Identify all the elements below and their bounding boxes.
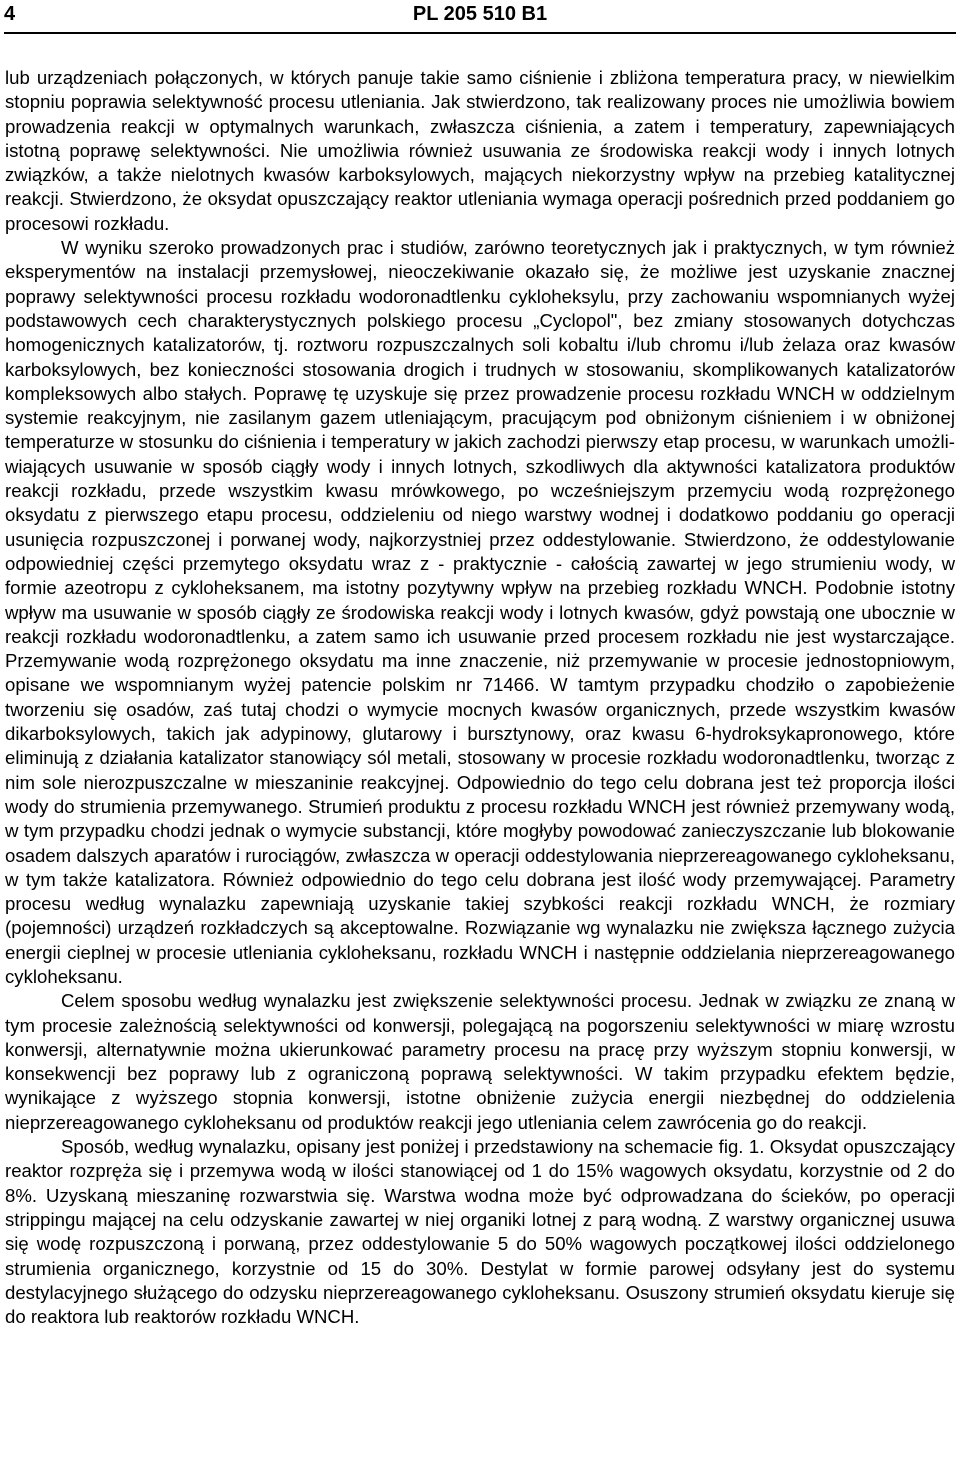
page-header (4, 2, 956, 32)
body-text (5, 66, 955, 1329)
paragraph-invention-summary: W wyniku szeroko prowadzonych prac i studiów, zarówno teoretycznych jak i praktycznych, w tym również eksperymentów na instalacji przemysłowej, nieoczekiwanie okazało się, że możliwe jest uzyskanie znacznej poprawy selektywności procesu rozkładu wodoronadtlenku cykloheksylu, przy zachowaniu wspomnianych wyżej podstawowych cech charakterystycznych polskiego procesu „Cyclopol", bez zmiany stosowanych dotychczas homogenicznych katalizatorów, tj. roztworu rozpuszczalnych soli kobaltu i/lub chromu i/lub żelaza oraz kwasów karboksylowych, bez konieczności stosowania drogich i trudnych w stosowaniu, skomplikowanych katalizatorów kompleksowych albo stałych. Poprawę tę uzyskuje się przez prowadzenie procesu rozkładu WNCH w oddzielnym systemie reakcyjnym, nie zasilanym gazem utleniającym, pracującym pod obniżonym ciśnieniem i w obniżonej temperaturze w stosunku do ciśnienia i temperatury w jakich zachodzi pierwszy etap procesu, w warunkach umożliwiających usuwanie w sposób ciągły wody i innych lotnych, szkodliwych dla aktywności katalizatora produktów reakcji rozkładu, przede wszystkim kwasu mrówkowego, po wcześniejszym przemyciu wodą rozprężonego oksydatu z pierwszego etapu procesu, oddzieleniu od niego warstwy wodnej i dodatkowo poddaniu go operacji usunięcia rozpuszczonej i porwanej wody, najkorzystniej przez oddestylowanie. Stwierdzono, że oddestylowanie odpowiedniej części przemytego oksydatu wraz z - praktycznie - całością zawartej w jego strumieniu wody, w formie azeotropu z cykloheksanem, ma istotny pozytywny wpływ na przebieg rozkładu WNCH. Podobnie istotny wpływ ma usuwanie w sposób ciągły ze środowiska reakcji wody i lotnych kwasów, gdyż powstają one ubocznie w reakcji rozkładu wodoronadtlenku, a zatem samo ich usuwanie przed procesem rozkładu nie jest wystarczające. Przemywanie wodą rozprężonego oksydatu ma inne znaczenie, niż przemywanie w procesie jednostopniowym, opisane we wspomnianym wyżej patencie polskim nr 71466. W tamtym przypadku chodziło o zapobieżenie tworzeniu się osadów, zaś tutaj chodzi o wymycie mocnych kwasów organicznych, przede wszystkim kwasów dikarboksylowych, takich jak adypinowy, glutarowy i bursztynowy, oraz kwasu 6-hydroksykapronowego, które eliminują z działania katalizator stanowiący sól metali, stosowany w procesie rozkładu wodoronadtlenku, tworząc z nim sole nierozpuszczalne w mieszaninie reakcyjnej. Odpowiednio do tego celu dobrana jest też proporcja ilości wody do strumienia przemywanego. Strumień produktu z procesu rozkładu WNCH jest również przemywany wodą, w tym przypadku chodzi jednak o wymycie substancji, które mogłyby powodować zanieczyszczanie lub blokowanie osadem dalszych aparatów i rurociągów, zwłaszcza w operacji oddestylowania nieprzereagowanego cykloheksanu, w tym także katalizatora. Również odpowiednio do tego celu dobrana jest ilość wody przemywającej. Parametry procesu według wynalazku zapewniają uzyskanie takiej szybkości reakcji rozkładu WNCH, że rozmiary (pojemności) urządzeń rozkładczych są akceptowalne. Rozwiązanie wg wynalazku nie zwiększa łącznego zużycia energii cieplnej w procesie utleniania cykloheksanu, rozkładu WNCH i następnie oddzielania nieprzereagowanego cykloheksanu. (5, 237, 955, 987)
paragraph-invention-goal: Celem sposobu według wynalazku jest zwiększenie selektywności procesu. Jednak w związku ze znaną w tym procesie zależnością selektywności od konwersji, polegającą na pogorszeniu selektywności w miarę wzrostu konwersji, alternatywnie można ukierunkować parametry procesu na pracę przy wyższym stopniu konwersji, w konsekwencji bez poprawy lub z ograniczoną poprawą selektywności. W takim przypadku efektem będzie, wynikające z wyższego stopnia konwersji, istotne obniżenie zużycia energii niezbędnej do oddzielenia nieprzereagowanego cykloheksanu od produktów reakcji jego utleniania celem zawrócenia go do reakcji. (5, 990, 955, 1133)
header-rule (4, 32, 956, 34)
patent-number: PL 205 510 B1 (412, 3, 548, 25)
paragraph-continuation: lub urządzeniach połączonych, w których panuje takie samo ciśnienie i zbliżona temperatura pracy, w niewielkim stopniu poprawia selektywność procesu utleniania. Jak stwierdzono, tak realizowany proces nie umożliwia bowiem prowadzenia reakcji w optymalnych warunkach, zwłaszcza ciśnienia, a zatem i temperatury, zapewniających istotną poprawę selektywności. Nie umożliwia również usuwania ze środowiska reakcji wody i innych lotnych związków, a także nielotnych kwasów karboksylowych, mających niekorzystny wpływ na przebieg katalitycznej reakcji. Stwierdzono, że oksydat opuszczający reaktor utleniania wymaga operacji pośrednich przed poddaniem go procesowi rozkładu. (5, 67, 955, 234)
page-number: 4 (4, 3, 16, 25)
paragraph-method-description: Sposób, według wynalazku, opisany jest poniżej i przedstawiony na schemacie fig. 1. Oksydat opuszczający reaktor rozpręża się i przemywa wodą w ilości stanowiącej od 1 do 15% wagowych oksydatu, korzystnie od 2 do 8%. Uzyskaną mieszaninę rozwarstwia się. Warstwa wodna może być odprowadzana do ścieków, po operacji strippingu mającej na celu odzyskanie zawartej w niej organiki lotnej z parą wodną. Z warstwy organicznej usuwa się wodę rozpuszczoną i porwaną, przez oddestylowanie 5 do 50% wagowych początkowej ilości oddzielonego strumienia organicznego, korzystnie od 15 do 30%. Destylat w formie parowej odsyłany jest do systemu destylacyjnego służącego do odzysku nieprzereagowanego cykloheksanu. Osuszony strumień oksydatu kieruje się do reaktora lub reaktorów rozkładu WNCH. (5, 1136, 955, 1328)
